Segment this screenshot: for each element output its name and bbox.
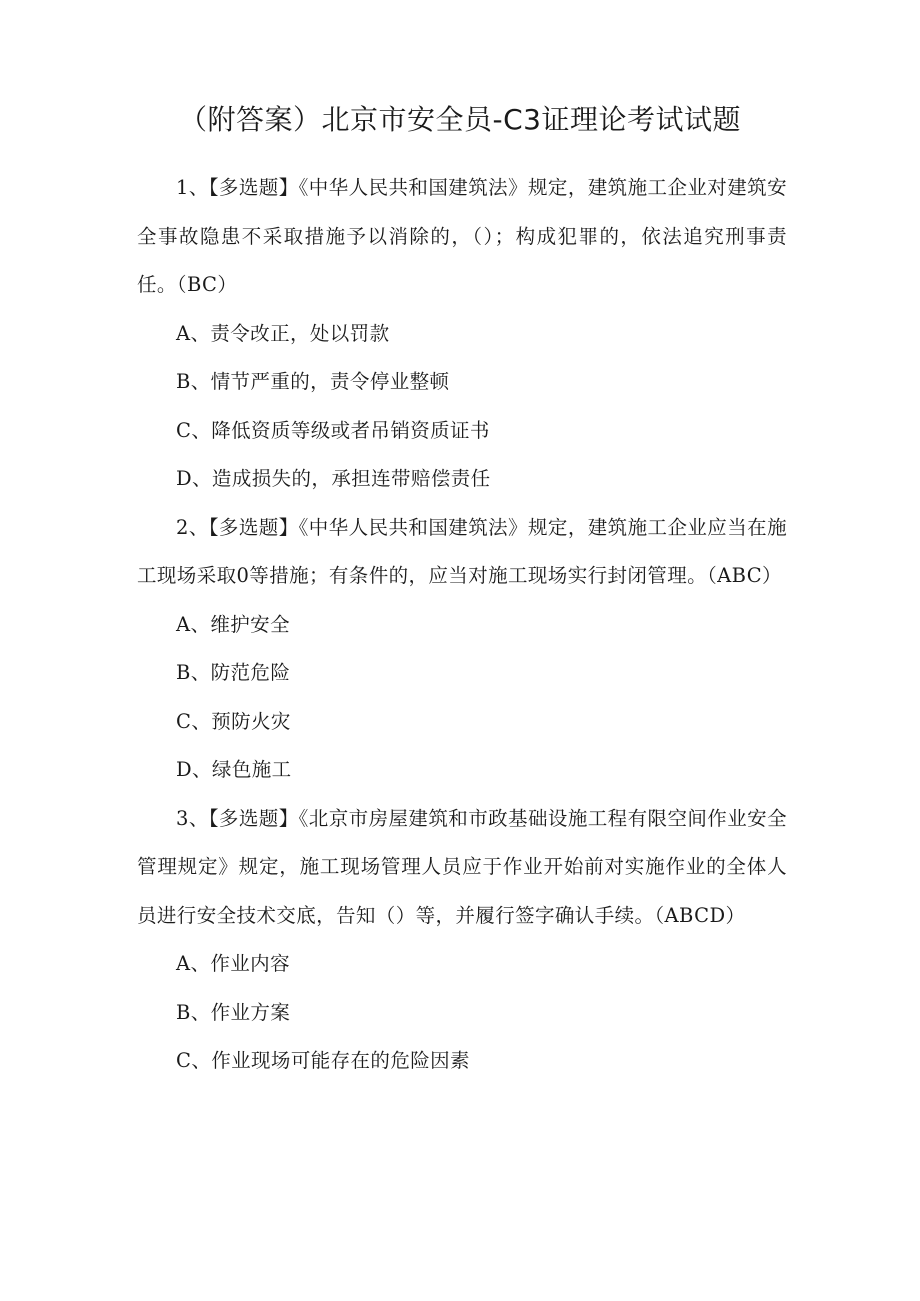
- question-block-3: [137, 795, 787, 1086]
- option-b: B、作业方案: [176, 1000, 291, 1024]
- page-title: （附答案）北京市安全员-C3证理论考试试题: [179, 103, 741, 136]
- option-c: C、预防火灾: [176, 709, 291, 733]
- option-b: B、防范危险: [176, 661, 291, 684]
- option-c: C、作业现场可能存在的危险因素: [176, 1049, 470, 1072]
- question-text: 2、【多选题】《中华人民共和国建筑法》规定，建筑施工企业应当在施工现场采取0等措施；有条件的，应当对施工现场实行封闭管理。（ABC）: [137, 515, 787, 587]
- option-d: D、造成损失的，承担连带赔偿责任: [176, 467, 491, 490]
- option-a: A、责令改正，处以罚款: [176, 321, 390, 345]
- option-a: A、作业内容: [176, 952, 290, 975]
- question-block-2: [137, 504, 787, 795]
- option-a: A、维护安全: [176, 612, 290, 636]
- option-b: B、情节严重的，责令停业整顿: [176, 370, 450, 393]
- question-text: 3、【多选题】《北京市房屋建筑和市政基础设施工程有限空间作业安全管理规定》规定，施工现场管理人员应于作业开始前对实施作业的全体人员进行安全技术交底，告知（）等，并履行签字确认手续。（ABCD）: [137, 806, 787, 927]
- option-c: C、降低资质等级或者吊销资质证书: [176, 418, 490, 442]
- question-block-1: [137, 164, 787, 504]
- question-text: 1、【多选题】《中华人民共和国建筑法》规定，建筑施工企业对建筑安全事故隐患不采取措施予以消除的，（）；构成犯罪的，依法追究刑事责任。（BC）: [137, 176, 787, 296]
- question-list: [137, 164, 787, 1086]
- option-d: D、绿色施工: [176, 758, 292, 781]
